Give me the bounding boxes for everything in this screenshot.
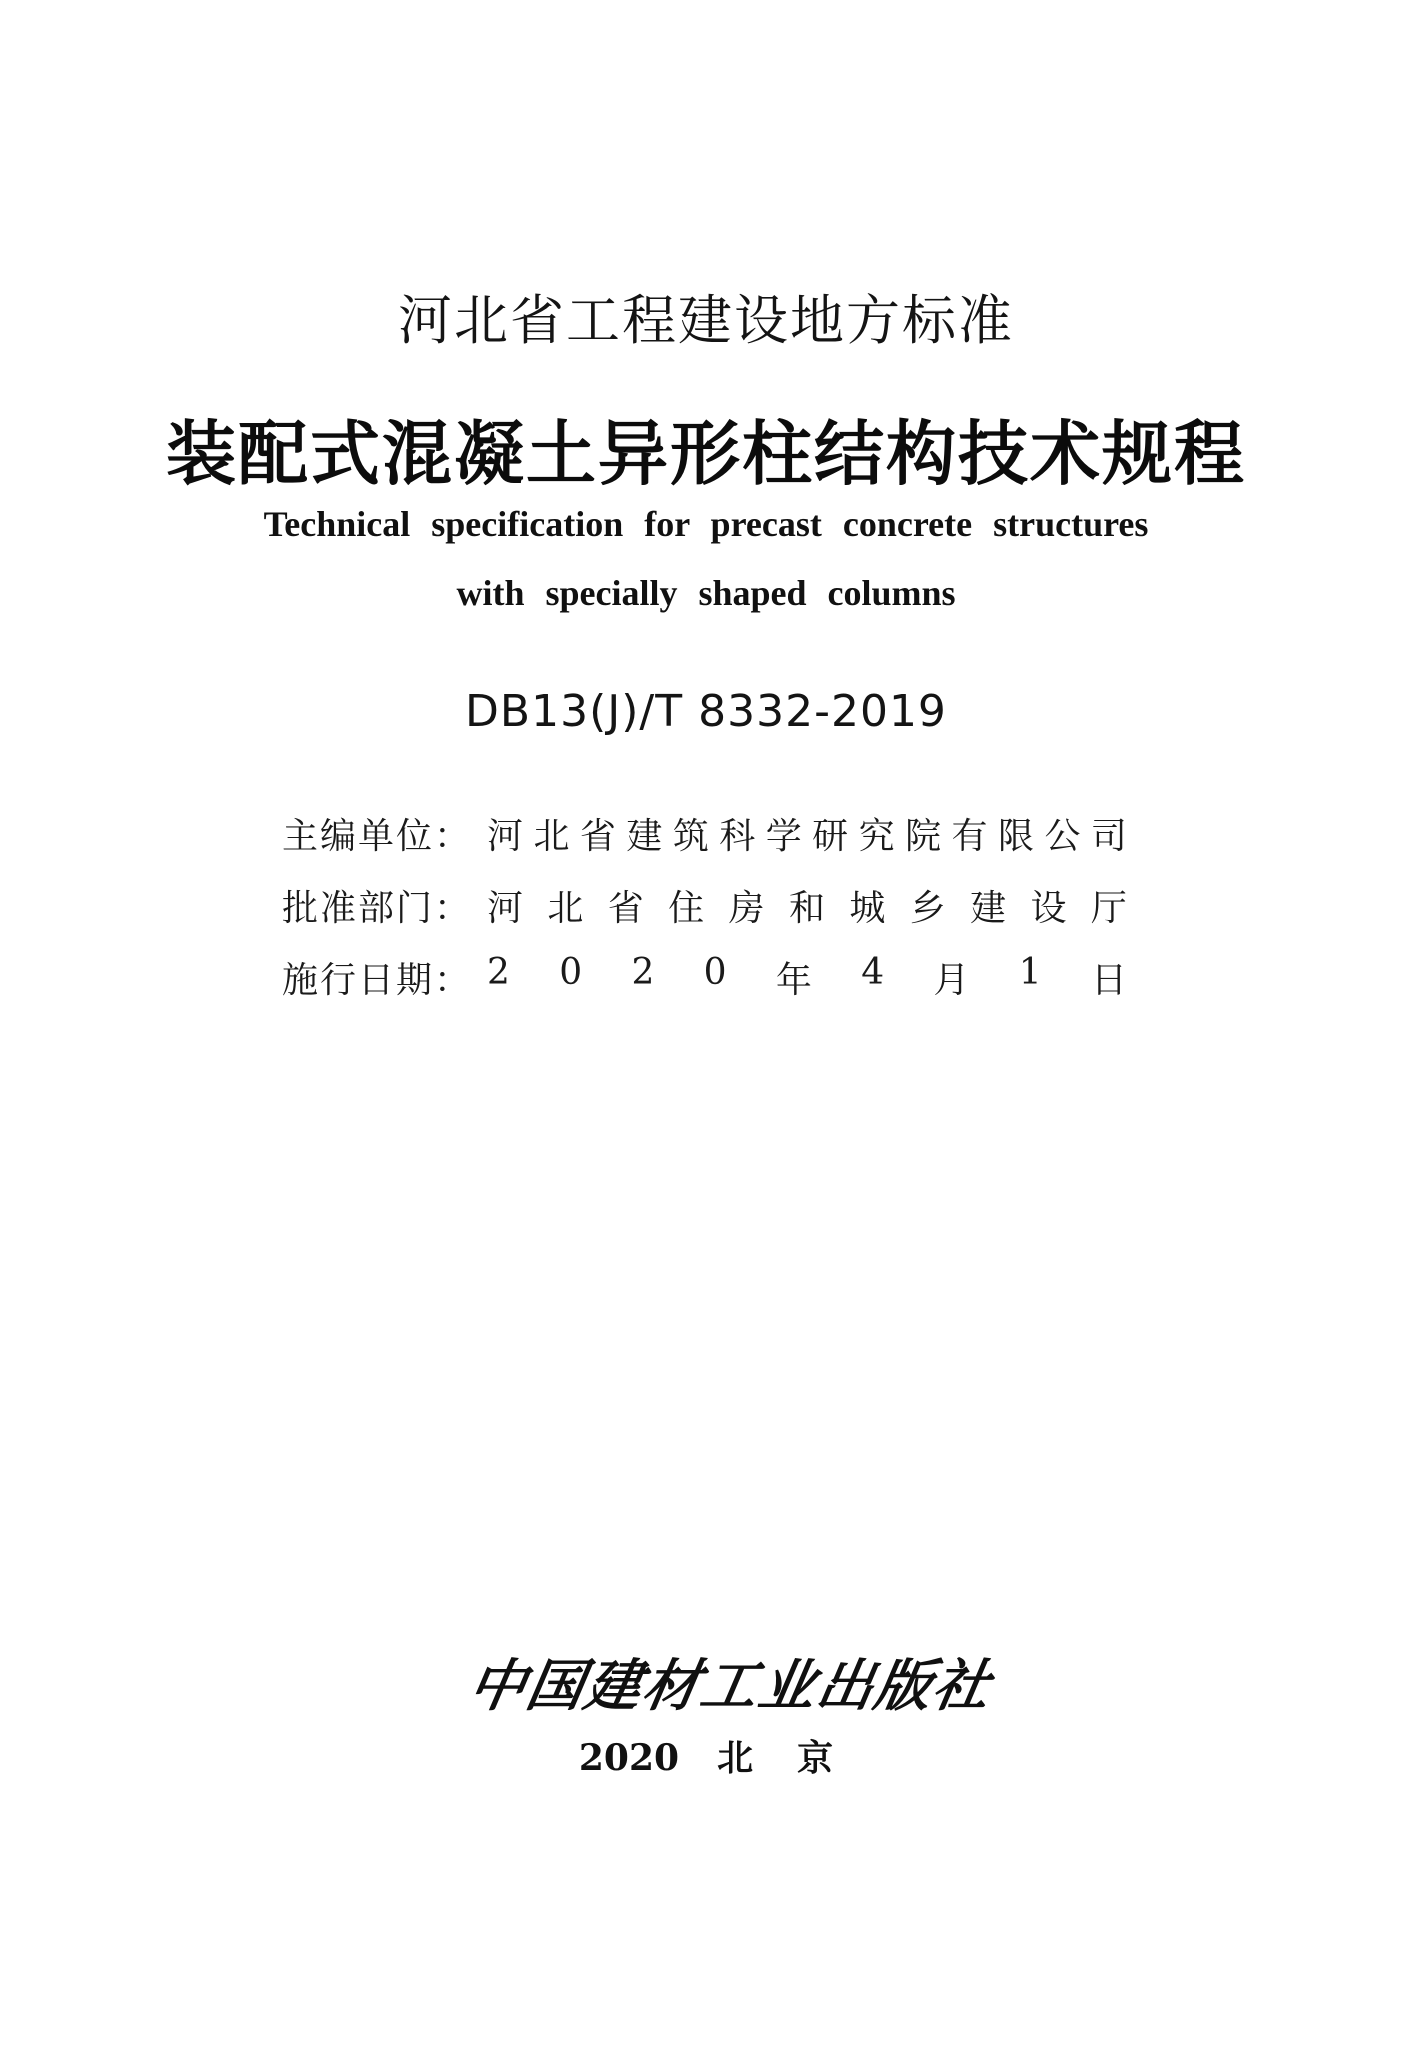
- editor-label: 主编单位：: [282, 816, 473, 857]
- value-char: 设: [1030, 888, 1067, 929]
- value-char: 河: [487, 816, 524, 857]
- value-char: 研: [812, 816, 849, 857]
- approver-label: 批准部门：: [282, 888, 473, 929]
- value-char: 院: [905, 816, 942, 857]
- series-title: 河北省工程建设地方标准: [398, 289, 1014, 352]
- value-char: 北: [533, 816, 570, 857]
- publication-city-char: 北: [717, 1737, 754, 1779]
- value-char: 公: [1044, 816, 1081, 857]
- value-char: 限: [997, 816, 1034, 857]
- publication-city-char: 京: [797, 1737, 834, 1779]
- publisher-logo: 中国建材工业出版社: [463, 1653, 998, 1719]
- document-title-en-line-1: Technical specification for precast concrete structures: [263, 504, 1149, 544]
- editor-row: [282, 808, 1132, 862]
- value-char: 和: [788, 888, 825, 929]
- value-char: 日: [1090, 960, 1127, 1001]
- value-char: 2: [487, 952, 510, 993]
- value-char: 司: [1090, 816, 1127, 857]
- value-char: 科: [719, 816, 756, 857]
- value-char: 房: [728, 888, 765, 929]
- document-title-en-line-2: with specially shaped columns: [456, 573, 956, 613]
- value-char: 学: [765, 816, 802, 857]
- value-char: 月: [933, 960, 970, 1001]
- value-char: 2: [631, 952, 655, 993]
- effective-date-value: [487, 952, 1127, 1003]
- document-title-zh: 装配式混凝土异形柱结构技术规程: [166, 412, 1246, 495]
- value-char: 究: [858, 816, 895, 857]
- value-char: 城: [849, 888, 886, 929]
- approver-row: [282, 880, 1132, 934]
- effective-date-row: [282, 952, 1132, 1006]
- publication-line: [0, 1730, 1412, 1781]
- value-char: 1: [1018, 952, 1042, 993]
- value-char: 0: [703, 952, 727, 993]
- value-char: 建: [626, 816, 663, 857]
- value-char: 有: [951, 816, 988, 857]
- effective-date-label: 施行日期：: [282, 960, 473, 1001]
- value-char: 年: [775, 960, 812, 1001]
- value-char: 河: [487, 888, 524, 929]
- value-char: 省: [607, 888, 644, 929]
- value-char: 乡: [909, 888, 946, 929]
- approver-value: [487, 880, 1127, 931]
- value-char: 建: [970, 888, 1007, 929]
- value-char: 厅: [1090, 888, 1127, 929]
- editor-value: [487, 808, 1127, 859]
- value-char: 0: [559, 952, 583, 993]
- publication-year: 2020: [578, 1737, 680, 1779]
- value-char: 筑: [672, 816, 709, 857]
- standard-number: DB13(J)/T 8332-2019: [465, 686, 947, 737]
- value-char: 4: [861, 952, 885, 993]
- value-char: 省: [579, 816, 616, 857]
- value-char: 北: [547, 888, 584, 929]
- value-char: 住: [668, 888, 705, 929]
